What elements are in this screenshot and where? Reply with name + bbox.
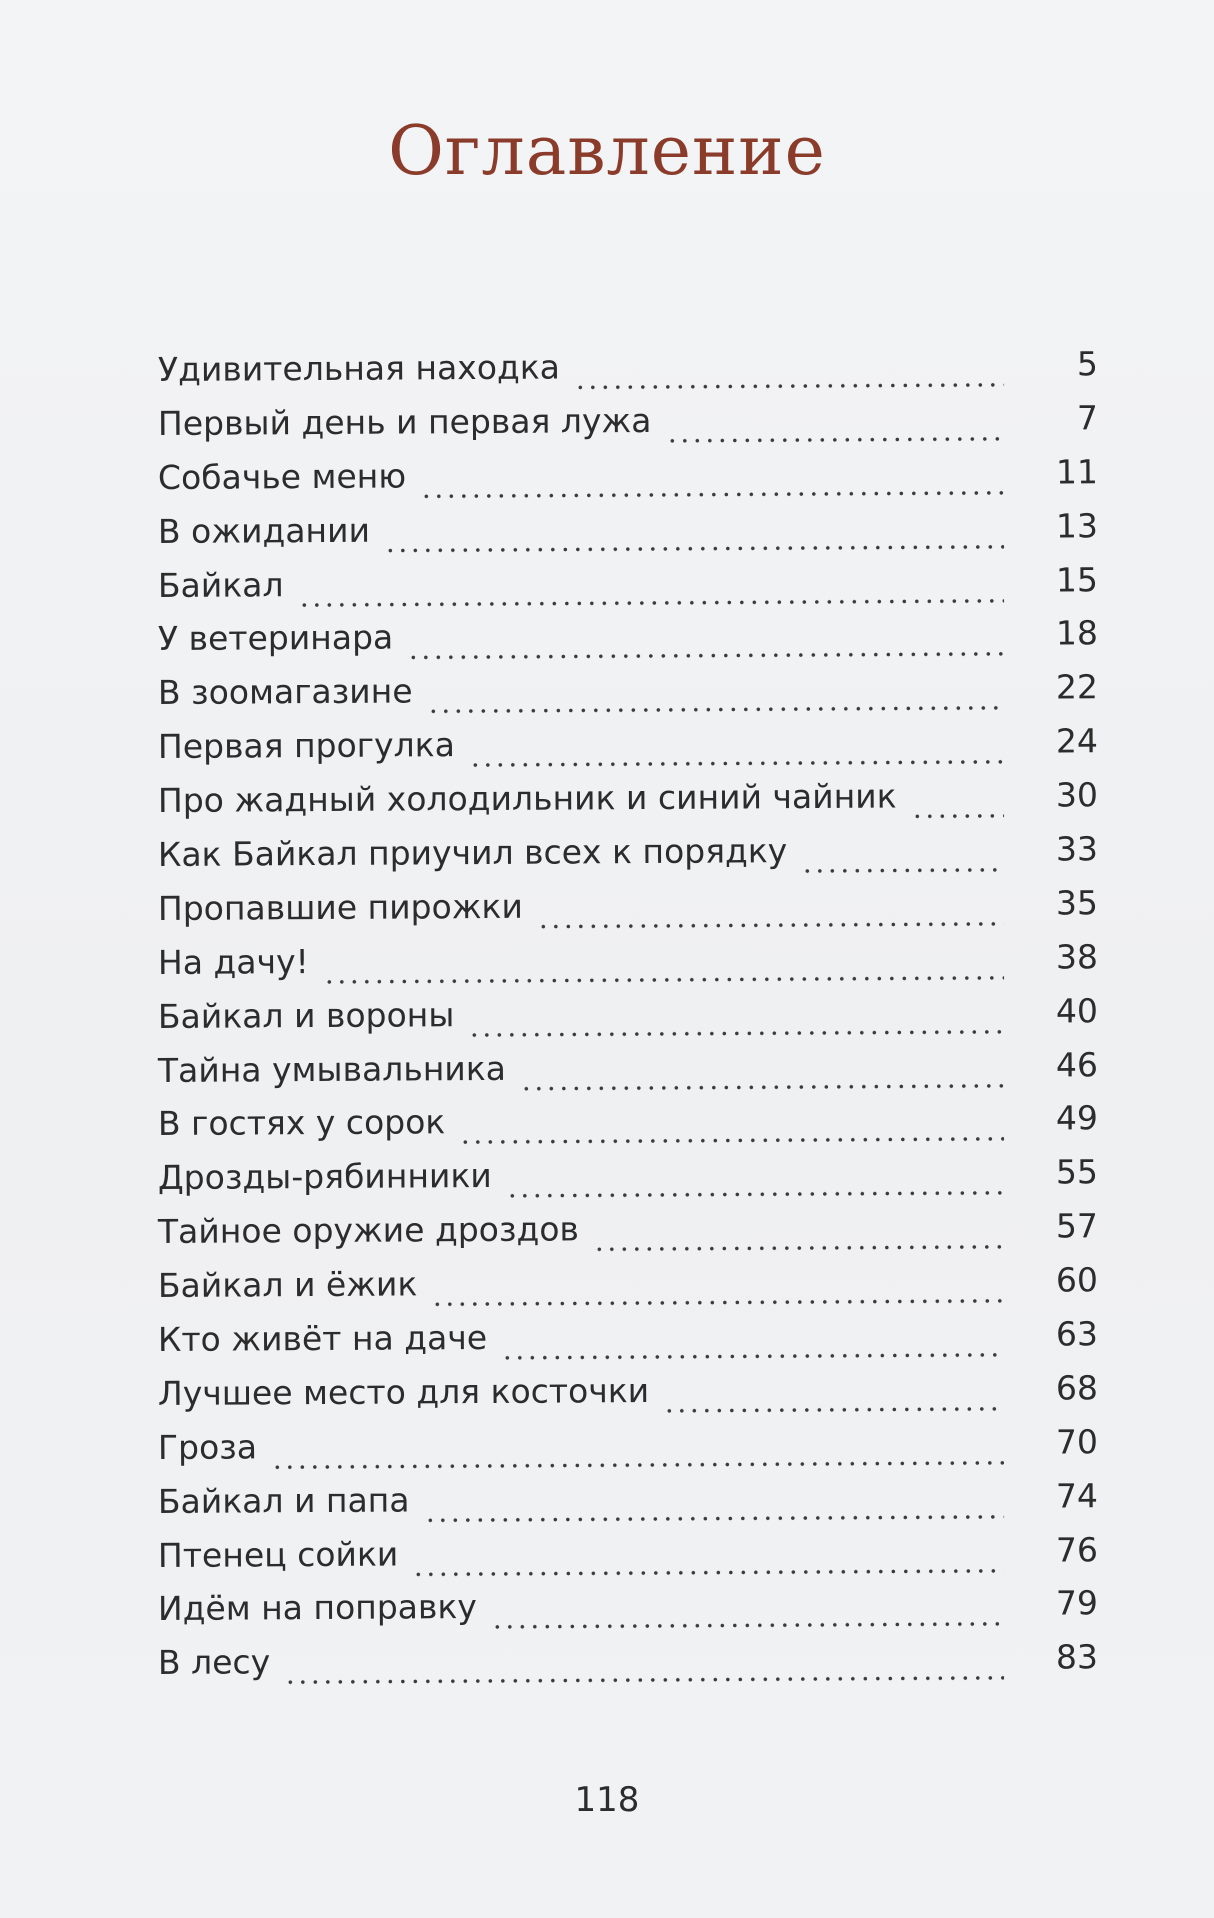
dot-leader — [284, 1676, 1004, 1684]
toc-entry-page: 46 — [1055, 1044, 1099, 1085]
dot-leader — [407, 652, 1004, 660]
toc-entry-page: 30 — [1055, 775, 1099, 815]
toc-entry — [158, 1207, 1098, 1267]
dot-leader — [412, 1568, 1004, 1576]
toc-entry-page: 68 — [1055, 1368, 1099, 1408]
toc-entry-page: 13 — [1055, 505, 1099, 546]
dot-leader — [459, 1137, 1004, 1144]
dot-leader — [663, 1407, 1004, 1413]
toc-entry-page: 24 — [1055, 721, 1099, 761]
dot-leader — [537, 922, 1004, 929]
dot-leader — [420, 491, 1004, 499]
toc-entry-page: 22 — [1055, 667, 1099, 707]
toc-entry — [158, 614, 1098, 674]
toc-entry-title: На дачу! — [157, 941, 309, 982]
toc-entry-title: В зоомагазине — [157, 671, 413, 713]
toc-entry — [158, 721, 1098, 781]
toc-entry-title: Идём на поправку — [157, 1587, 477, 1629]
toc-entry-title: Байкал и ёжик — [157, 1264, 418, 1306]
dot-leader — [384, 544, 1004, 552]
dot-leader — [501, 1353, 1004, 1360]
toc-entry — [158, 775, 1098, 835]
dot-leader — [424, 1514, 1004, 1522]
toc-entry-title: Удивительная находка — [157, 347, 561, 389]
toc-entry-page: 83 — [1055, 1637, 1099, 1677]
toc-entry-title: У ветеринара — [157, 618, 394, 659]
toc-entry — [158, 1099, 1098, 1159]
toc-entry-title: Тайна умывальника — [157, 1048, 507, 1090]
toc-entry-page: 40 — [1055, 990, 1099, 1031]
toc-entry-title: Гроза — [157, 1427, 258, 1467]
toc-entry-page: 57 — [1055, 1206, 1099, 1246]
toc-entry — [158, 560, 1098, 620]
toc-entry-title: Байкал и вороны — [157, 994, 455, 1036]
toc-entry-page: 5 — [1076, 344, 1099, 384]
toc-entry — [158, 1045, 1098, 1105]
dot-leader — [801, 868, 1004, 873]
toc-entry — [158, 452, 1098, 512]
toc-entry-title: Птенец сойки — [157, 1534, 399, 1575]
toc-entry — [158, 937, 1098, 997]
toc-entry-title: Первый день и первая лужа — [157, 400, 652, 443]
dot-leader — [520, 1083, 1004, 1090]
toc-entry-page: 11 — [1055, 452, 1099, 492]
toc-entry-title: В гостях у сорок — [157, 1102, 446, 1144]
toc-entry-page: 18 — [1055, 613, 1099, 653]
toc-entry-page: 76 — [1055, 1529, 1099, 1570]
dot-leader — [298, 598, 1004, 606]
toc-entry-page: 15 — [1055, 559, 1099, 600]
page-title: Оглавление — [388, 112, 826, 191]
toc-entry-page: 35 — [1055, 883, 1099, 923]
dot-leader — [491, 1622, 1004, 1629]
toc-entry — [158, 829, 1098, 889]
toc-entry-page: 33 — [1055, 829, 1099, 869]
toc-entry-title: Тайное оружие дроздов — [157, 1209, 580, 1252]
dot-leader — [506, 1191, 1004, 1198]
toc-entry — [158, 1153, 1098, 1213]
toc-entry — [158, 1260, 1098, 1320]
toc-entry-title: Как Байкал приучил всех к порядку — [157, 831, 788, 875]
dot-leader — [911, 814, 1004, 819]
toc-entry-title: Пропавшие пирожки — [157, 886, 523, 928]
toc-entry — [158, 883, 1098, 943]
toc-entry-title: Первая прогулка — [157, 725, 455, 767]
toc-entry — [158, 991, 1098, 1051]
toc-entry-page: 74 — [1055, 1475, 1099, 1516]
toc-entry-title: Байкал и папа — [157, 1480, 410, 1521]
toc-entry-page: 38 — [1055, 937, 1099, 977]
dot-leader — [427, 706, 1004, 714]
dot-leader — [574, 383, 1004, 390]
dot-leader — [431, 1299, 1004, 1306]
page-number: 118 — [574, 1780, 640, 1820]
toc-entry — [158, 1476, 1098, 1536]
toc-entry-title: Кто живёт на даче — [157, 1318, 488, 1360]
toc-entry — [158, 1530, 1098, 1590]
toc-entry-page: 70 — [1055, 1422, 1099, 1462]
toc-entry-page: 7 — [1076, 398, 1099, 438]
toc-entry — [158, 398, 1098, 458]
table-of-contents — [157, 344, 1099, 1697]
toc-entry — [158, 1638, 1098, 1698]
toc-entry-title: В лесу — [157, 1642, 271, 1683]
toc-entry-page: 79 — [1055, 1583, 1099, 1623]
dot-leader — [468, 1029, 1004, 1036]
toc-entry-title: Лучшее место для косточки — [157, 1370, 650, 1413]
dot-leader — [323, 976, 1004, 984]
toc-entry — [158, 506, 1098, 566]
toc-entry-title: Байкал — [157, 564, 284, 605]
toc-entry-page: 49 — [1055, 1098, 1099, 1138]
dot-leader — [666, 437, 1005, 443]
toc-entry-title: Дрозды-рябинники — [157, 1156, 492, 1198]
dot-leader — [271, 1461, 1004, 1469]
toc-entry — [158, 1314, 1098, 1374]
toc-entry-title: Про жадный холодильник и синий чайник — [157, 776, 897, 821]
toc-entry — [158, 668, 1098, 728]
toc-entry-title: В ожидании — [157, 510, 371, 551]
dot-leader — [469, 760, 1004, 767]
toc-entry-page: 60 — [1055, 1260, 1099, 1300]
toc-entry-page: 63 — [1055, 1314, 1099, 1354]
toc-entry-title: Собачье меню — [157, 456, 407, 497]
toc-entry — [158, 1584, 1098, 1644]
toc-entry — [158, 1422, 1098, 1482]
toc-entry-page: 55 — [1055, 1152, 1099, 1192]
toc-entry — [158, 1368, 1098, 1428]
toc-entry — [158, 344, 1098, 404]
dot-leader — [593, 1245, 1004, 1252]
